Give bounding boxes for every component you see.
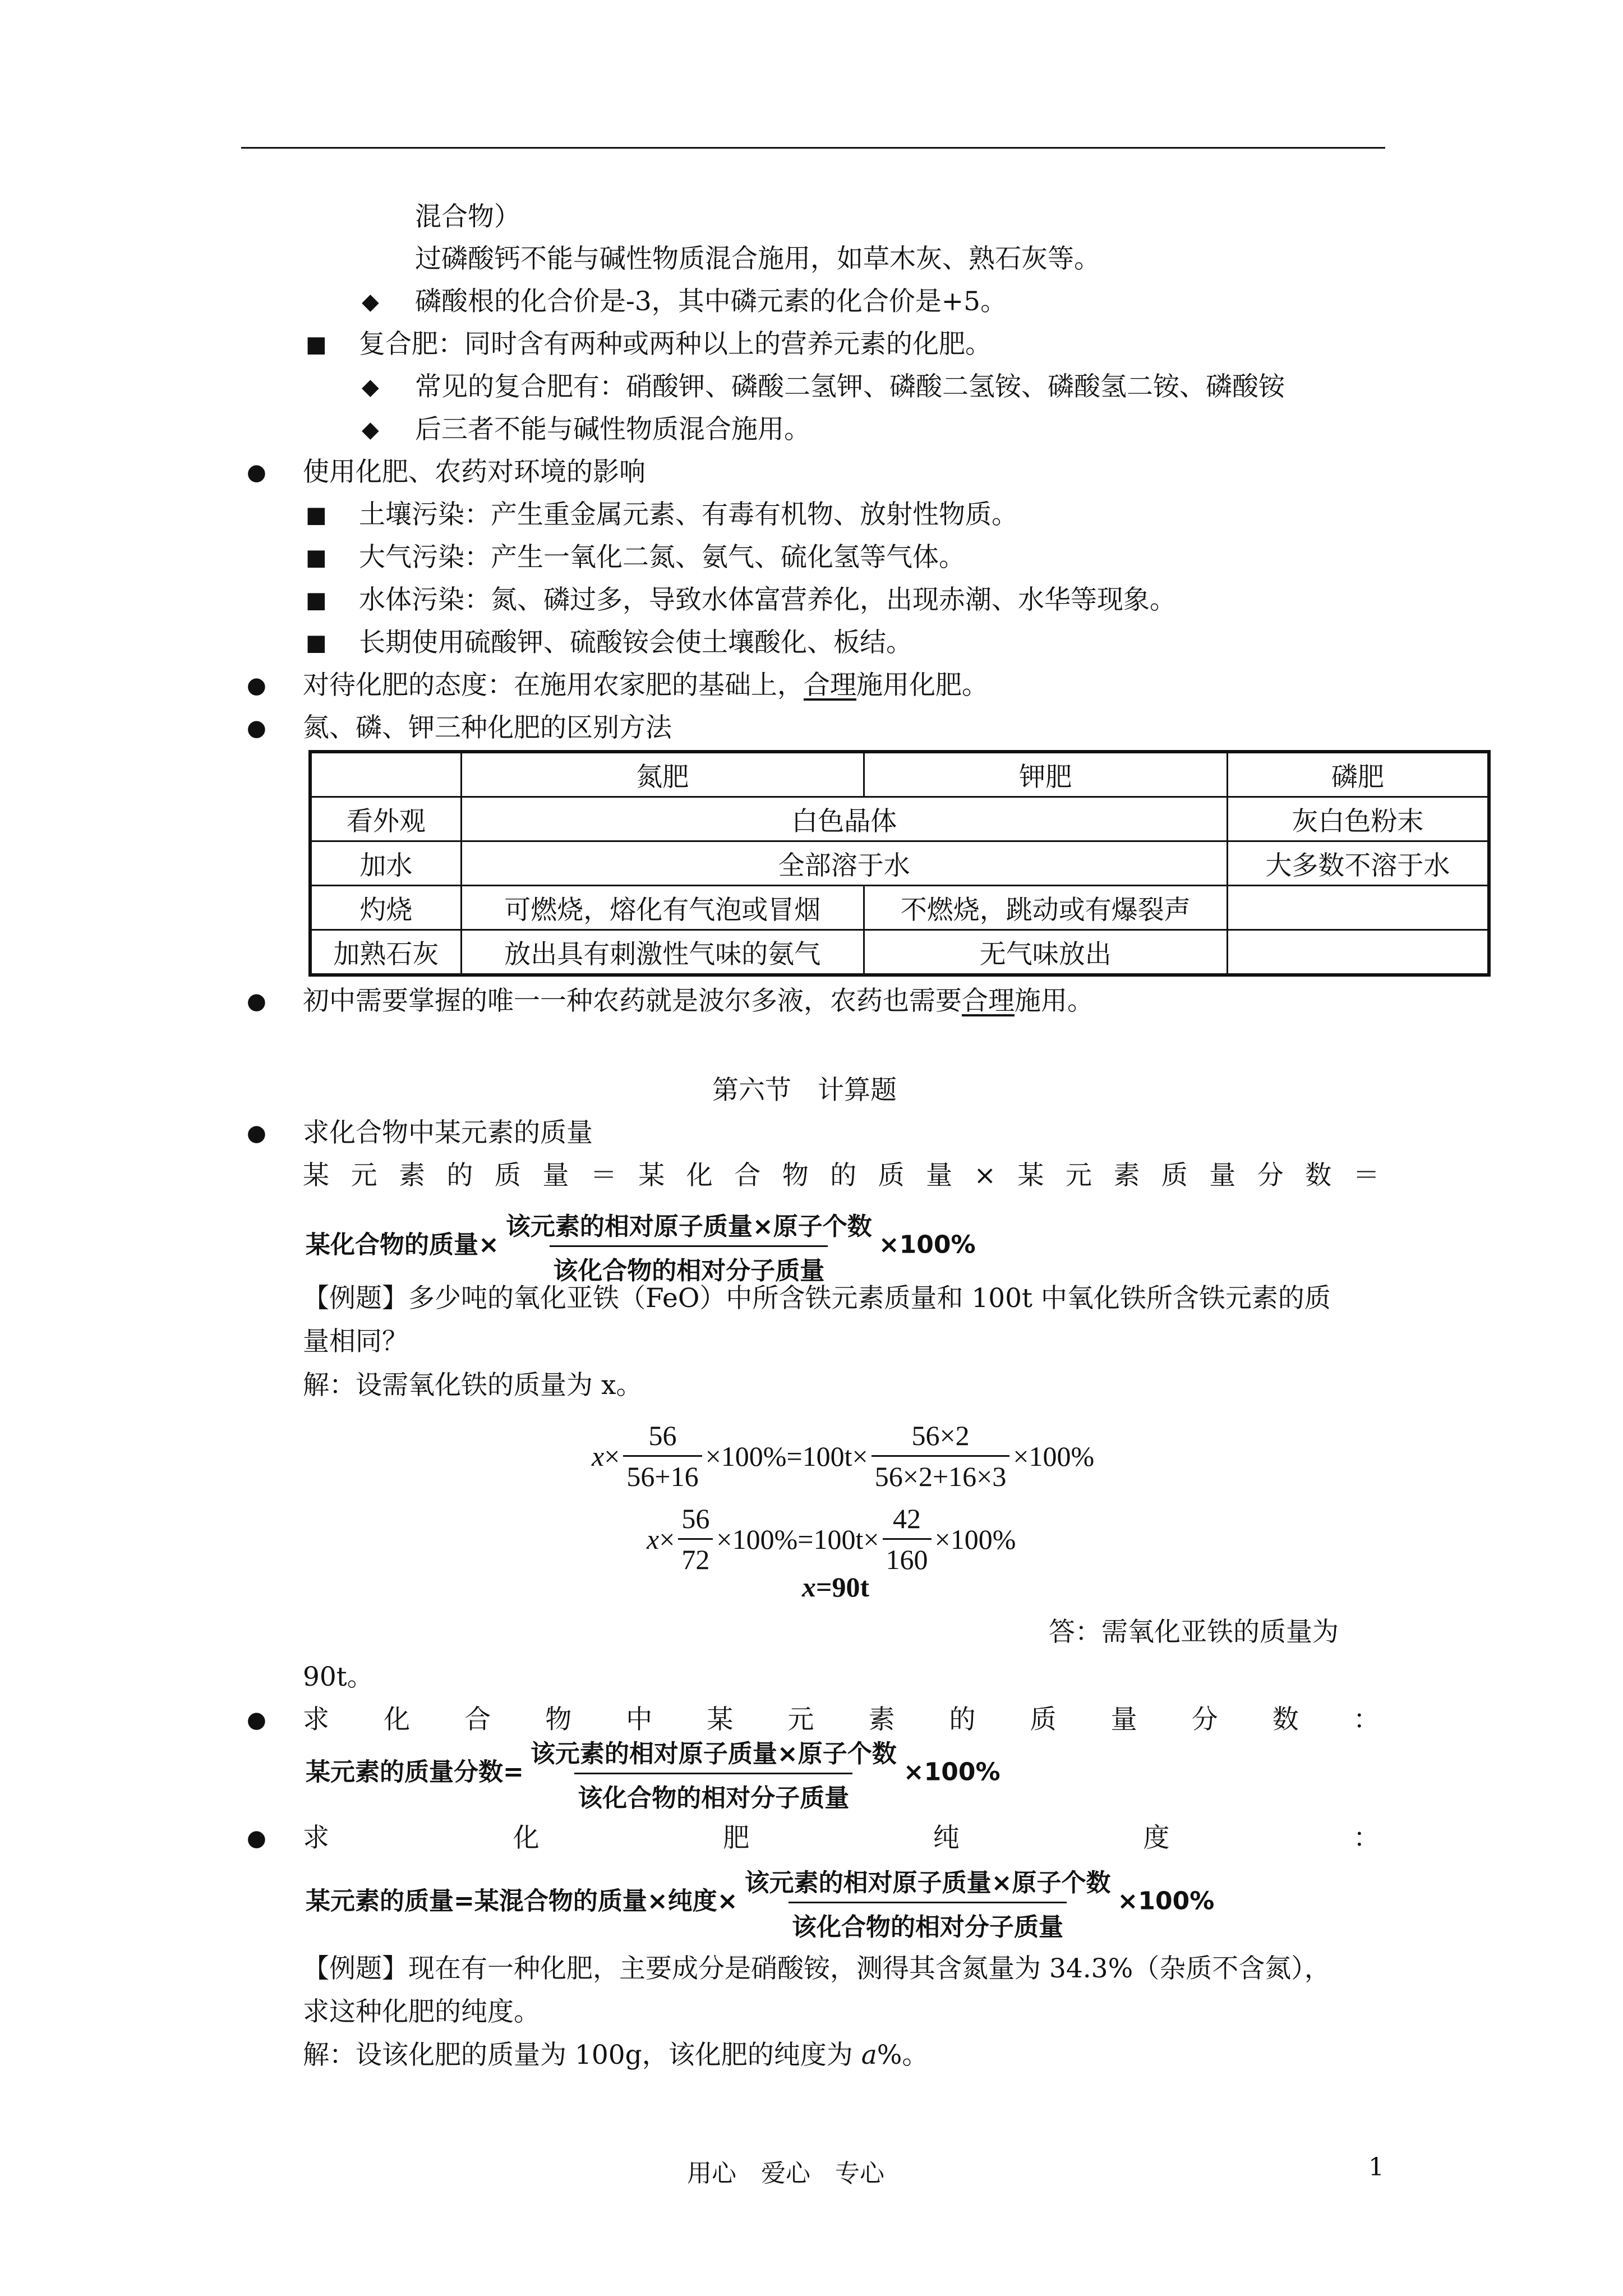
spread-char: 物: [782, 1160, 809, 1191]
denominator: 该化合物的相对分子质量: [550, 1245, 828, 1286]
diamond-bullet-icon: ◆: [362, 289, 379, 315]
spread-char: 质: [494, 1160, 521, 1191]
formula-text: ×100%: [1013, 1440, 1095, 1472]
fertilizer-comparison-table: [308, 750, 1491, 977]
spread-char: 某: [1017, 1160, 1044, 1191]
round-bullet-icon: ●: [247, 1825, 266, 1851]
text-line: 90t。: [303, 1662, 374, 1692]
spread-char: 分: [1257, 1160, 1284, 1191]
text-segment: 施用化肥。: [856, 670, 988, 701]
spread-char: 的: [949, 1704, 976, 1735]
denominator: 160: [883, 1538, 932, 1576]
table-header-row: [310, 752, 1489, 797]
spread-char: 化: [513, 1823, 540, 1853]
table-cell: [1227, 886, 1489, 930]
spread-char: 质: [1161, 1160, 1188, 1191]
text-line: 答：需氧化亚铁的质量为: [1049, 1617, 1339, 1648]
text-segment: 施用。: [1015, 986, 1094, 1016]
formula-mass-fraction: [306, 1733, 1000, 1814]
formula-text: =90t: [816, 1571, 870, 1603]
text-line: 水体污染：氮、磷过多，导致水体富营养化，出现赤潮、水华等现象。: [359, 585, 1176, 615]
page-number: 1: [1368, 2153, 1384, 2182]
fraction: [502, 1206, 875, 1286]
spread-char: 数: [1272, 1704, 1299, 1735]
text-line: 【例题】现在有一种化肥，主要成分是硝酸铵，测得其含氮量为 34.3%（杂质不含氮），: [303, 1953, 1331, 1984]
formula-text: 某元素的质量分数=: [306, 1757, 524, 1787]
round-bullet-icon: ●: [247, 1120, 266, 1146]
round-bullet-icon: ●: [247, 673, 266, 698]
table-row: [310, 930, 1489, 976]
section-title: 第六节 计算题: [712, 1075, 897, 1106]
table-header-cell: [310, 752, 461, 797]
fraction: [527, 1733, 900, 1814]
text-line: 磷酸根的化合价是-3，其中磷元素的化合价是+5。: [415, 286, 1007, 317]
formula-text: ×100%: [934, 1523, 1016, 1555]
table-cell: 无气味放出: [864, 930, 1227, 976]
table-cell: [1227, 930, 1489, 976]
table-cell: 不燃烧，跳动或有爆裂声: [864, 886, 1227, 930]
variable-a: a: [861, 2040, 877, 2070]
spread-char: 量: [926, 1160, 953, 1191]
table-cell: 放出具有刺激性气味的氨气: [461, 930, 864, 976]
text-line: 过磷酸钙不能与碱性物质混合施用，如草木灰、熟石灰等。: [415, 243, 1100, 274]
fraction: [872, 1419, 1010, 1493]
table-header-cell: 氮肥: [461, 752, 864, 797]
spread-char: 化: [686, 1160, 713, 1191]
text-segment: %。: [877, 2040, 929, 2070]
numerator: 42: [893, 1503, 921, 1534]
spread-char: 质: [878, 1160, 905, 1191]
text-line: 使用化肥、农药对环境的影响: [303, 457, 645, 487]
fraction: [741, 1862, 1114, 1943]
text-line: 【例题】多少吨的氧化亚铁（FeO）中所含铁元素质量和 100t 中氧化铁所含铁元素的质: [303, 1283, 1331, 1314]
text-line: 长期使用硫酸钾、硫酸铵会使土壤酸化、板结。: [359, 627, 912, 658]
spread-char: 元: [787, 1704, 814, 1735]
spread-char: 分: [1191, 1704, 1218, 1735]
text-segment: 初中需要掌握的唯一一种农药就是波尔多液，农药也需要: [303, 986, 962, 1016]
table-header-cell: 磷肥: [1227, 752, 1489, 797]
denominator: 72: [678, 1538, 713, 1576]
square-bullet-icon: ■: [306, 545, 327, 570]
variable-x: x: [592, 1440, 605, 1472]
formula-text: ×100%=100t×: [716, 1523, 879, 1555]
spread-char: 中: [626, 1704, 653, 1735]
denominator: 56+16: [623, 1455, 702, 1493]
diamond-bullet-icon: ◆: [362, 374, 379, 400]
spread-char: 量: [1110, 1704, 1137, 1735]
text-line: [303, 2039, 928, 2072]
formula-text: ×100%: [1117, 1887, 1215, 1916]
spread-char: 某: [303, 1160, 329, 1191]
spread-char: 合: [464, 1704, 491, 1735]
table-row: [310, 841, 1489, 886]
table-cell: 加水: [310, 841, 461, 886]
spread-char: 度: [1143, 1823, 1170, 1853]
denominator: 56×2+16×3: [872, 1455, 1010, 1493]
fraction: [883, 1502, 932, 1576]
spread-text-line: [303, 1821, 1380, 1855]
square-bullet-icon: ■: [306, 587, 327, 613]
table-cell: 大多数不溶于水: [1227, 841, 1489, 886]
table-row: [310, 886, 1489, 930]
table-cell: 全部溶于水: [461, 841, 1227, 886]
text-line: 氮、磷、钾三种化肥的区别方法: [303, 712, 672, 743]
variable-x: x: [647, 1523, 660, 1555]
square-bullet-icon: ■: [306, 630, 327, 656]
spread-char: 素: [398, 1160, 425, 1191]
fraction: [623, 1419, 702, 1493]
numerator: 该元素的相对原子质量×原子个数: [505, 1212, 872, 1241]
text-line: 后三者不能与碱性物质混合施用。: [415, 414, 810, 445]
spread-char: 求: [303, 1823, 329, 1853]
formula-text: 某元素的质量=某混合物的质量×纯度×: [306, 1887, 738, 1916]
numerator: 该元素的相对原子质量×原子个数: [744, 1869, 1111, 1897]
round-bullet-icon: ●: [247, 988, 266, 1014]
variable-x: x: [802, 1571, 816, 1603]
text-line: 常见的复合肥有：硝酸钾、磷酸二氢钾、磷酸二氢铵、磷酸氢二铵、磷酸铵: [415, 371, 1285, 402]
text-line: 求化合物中某元素的质量: [303, 1117, 593, 1148]
square-bullet-icon: ■: [306, 332, 327, 357]
text-line: [303, 669, 988, 702]
underlined-text: 合理: [962, 986, 1015, 1016]
spread-char: 的: [830, 1160, 857, 1191]
formula-text: 某化合物的质量×: [306, 1230, 499, 1259]
text-line: [303, 984, 1094, 1018]
table-cell: 可燃烧，熔化有气泡或冒烟: [461, 886, 864, 930]
denominator: 该化合物的相对分子质量: [574, 1773, 852, 1814]
equation-1: [592, 1419, 1094, 1493]
spread-char: 数: [1305, 1160, 1332, 1191]
fraction: [678, 1502, 713, 1576]
spread-char: 量: [1209, 1160, 1236, 1191]
spread-char: 量: [542, 1160, 569, 1191]
numerator: 该元素的相对原子质量×原子个数: [530, 1740, 897, 1768]
table-header-cell: 钾肥: [864, 752, 1227, 797]
spread-char: 合: [734, 1160, 761, 1191]
formula-text: ×100%: [878, 1230, 976, 1259]
formula-text: ×: [604, 1440, 620, 1472]
footer-motto: 用心 爱心 专心: [687, 2159, 884, 2188]
text-line: 大气污染：产生一氧化二氮、氨气、硫化氢等气体。: [359, 542, 965, 573]
spread-char: ＝: [590, 1160, 617, 1191]
round-bullet-icon: ●: [247, 715, 266, 741]
text-line: 复合肥：同时含有两种或两种以上的营养元素的化肥。: [359, 329, 992, 360]
denominator: 该化合物的相对分子质量: [789, 1902, 1067, 1943]
spread-char: ：: [1353, 1823, 1380, 1853]
table-cell: 灼烧: [310, 886, 461, 930]
formula-text: ×: [659, 1523, 675, 1555]
spread-char: 化: [384, 1704, 411, 1735]
spread-char: ×: [974, 1160, 996, 1191]
equation-3: [802, 1571, 869, 1603]
table-cell: 灰白色粉末: [1227, 797, 1489, 841]
table-cell: 看外观: [310, 797, 461, 841]
equation-2: [647, 1502, 1016, 1576]
spread-char: 求: [303, 1704, 329, 1735]
spread-char: 质: [1030, 1704, 1057, 1735]
round-bullet-icon: ●: [247, 459, 266, 485]
formula-mass-of-element: [306, 1206, 976, 1286]
spread-char: ＝: [1353, 1160, 1380, 1191]
header-rule: [241, 147, 1385, 149]
formula-purity: [306, 1862, 1214, 1943]
spread-char: 物: [545, 1704, 572, 1735]
text-segment: 解：设该化肥的质量为 100g，该化肥的纯度为: [303, 2040, 861, 2070]
spread-char: 某: [638, 1160, 665, 1191]
text-segment: 对待化肥的态度：在施用农家肥的基础上，: [303, 670, 804, 701]
spread-char: 某: [707, 1704, 734, 1735]
formula-text: ×100%: [903, 1757, 1000, 1787]
spread-char: 元: [1065, 1160, 1092, 1191]
square-bullet-icon: ■: [306, 502, 327, 528]
text-line: 解：设需氧化铁的质量为 x。: [303, 1370, 643, 1401]
underlined-text: 合理: [804, 670, 856, 701]
text-line: 量相同？: [303, 1326, 408, 1357]
text-line: 混合物）: [415, 201, 520, 232]
numerator: 56: [681, 1503, 710, 1534]
table-row: [310, 797, 1489, 841]
spread-char: 纯: [933, 1823, 960, 1853]
formula-text: ×100%=100t×: [705, 1440, 868, 1472]
spread-char: ：: [1353, 1704, 1380, 1735]
table-cell: 白色晶体: [461, 797, 1227, 841]
spread-char: 的: [446, 1160, 473, 1191]
spread-char: 元: [351, 1160, 377, 1191]
spread-text-line: [303, 1159, 1380, 1193]
spread-char: 素: [1113, 1160, 1140, 1191]
text-line: 求这种化肥的纯度。: [303, 1996, 540, 2027]
round-bullet-icon: ●: [247, 1707, 266, 1733]
numerator: 56×2: [911, 1420, 970, 1451]
text-line: 土壤污染：产生重金属元素、有毒有机物、放射性物质。: [359, 499, 1018, 530]
diamond-bullet-icon: ◆: [362, 417, 379, 443]
spread-char: 素: [868, 1704, 895, 1735]
numerator: 56: [648, 1420, 677, 1451]
table-cell: 加熟石灰: [310, 930, 461, 976]
spread-text-line: [303, 1703, 1380, 1737]
spread-char: 肥: [723, 1823, 750, 1853]
